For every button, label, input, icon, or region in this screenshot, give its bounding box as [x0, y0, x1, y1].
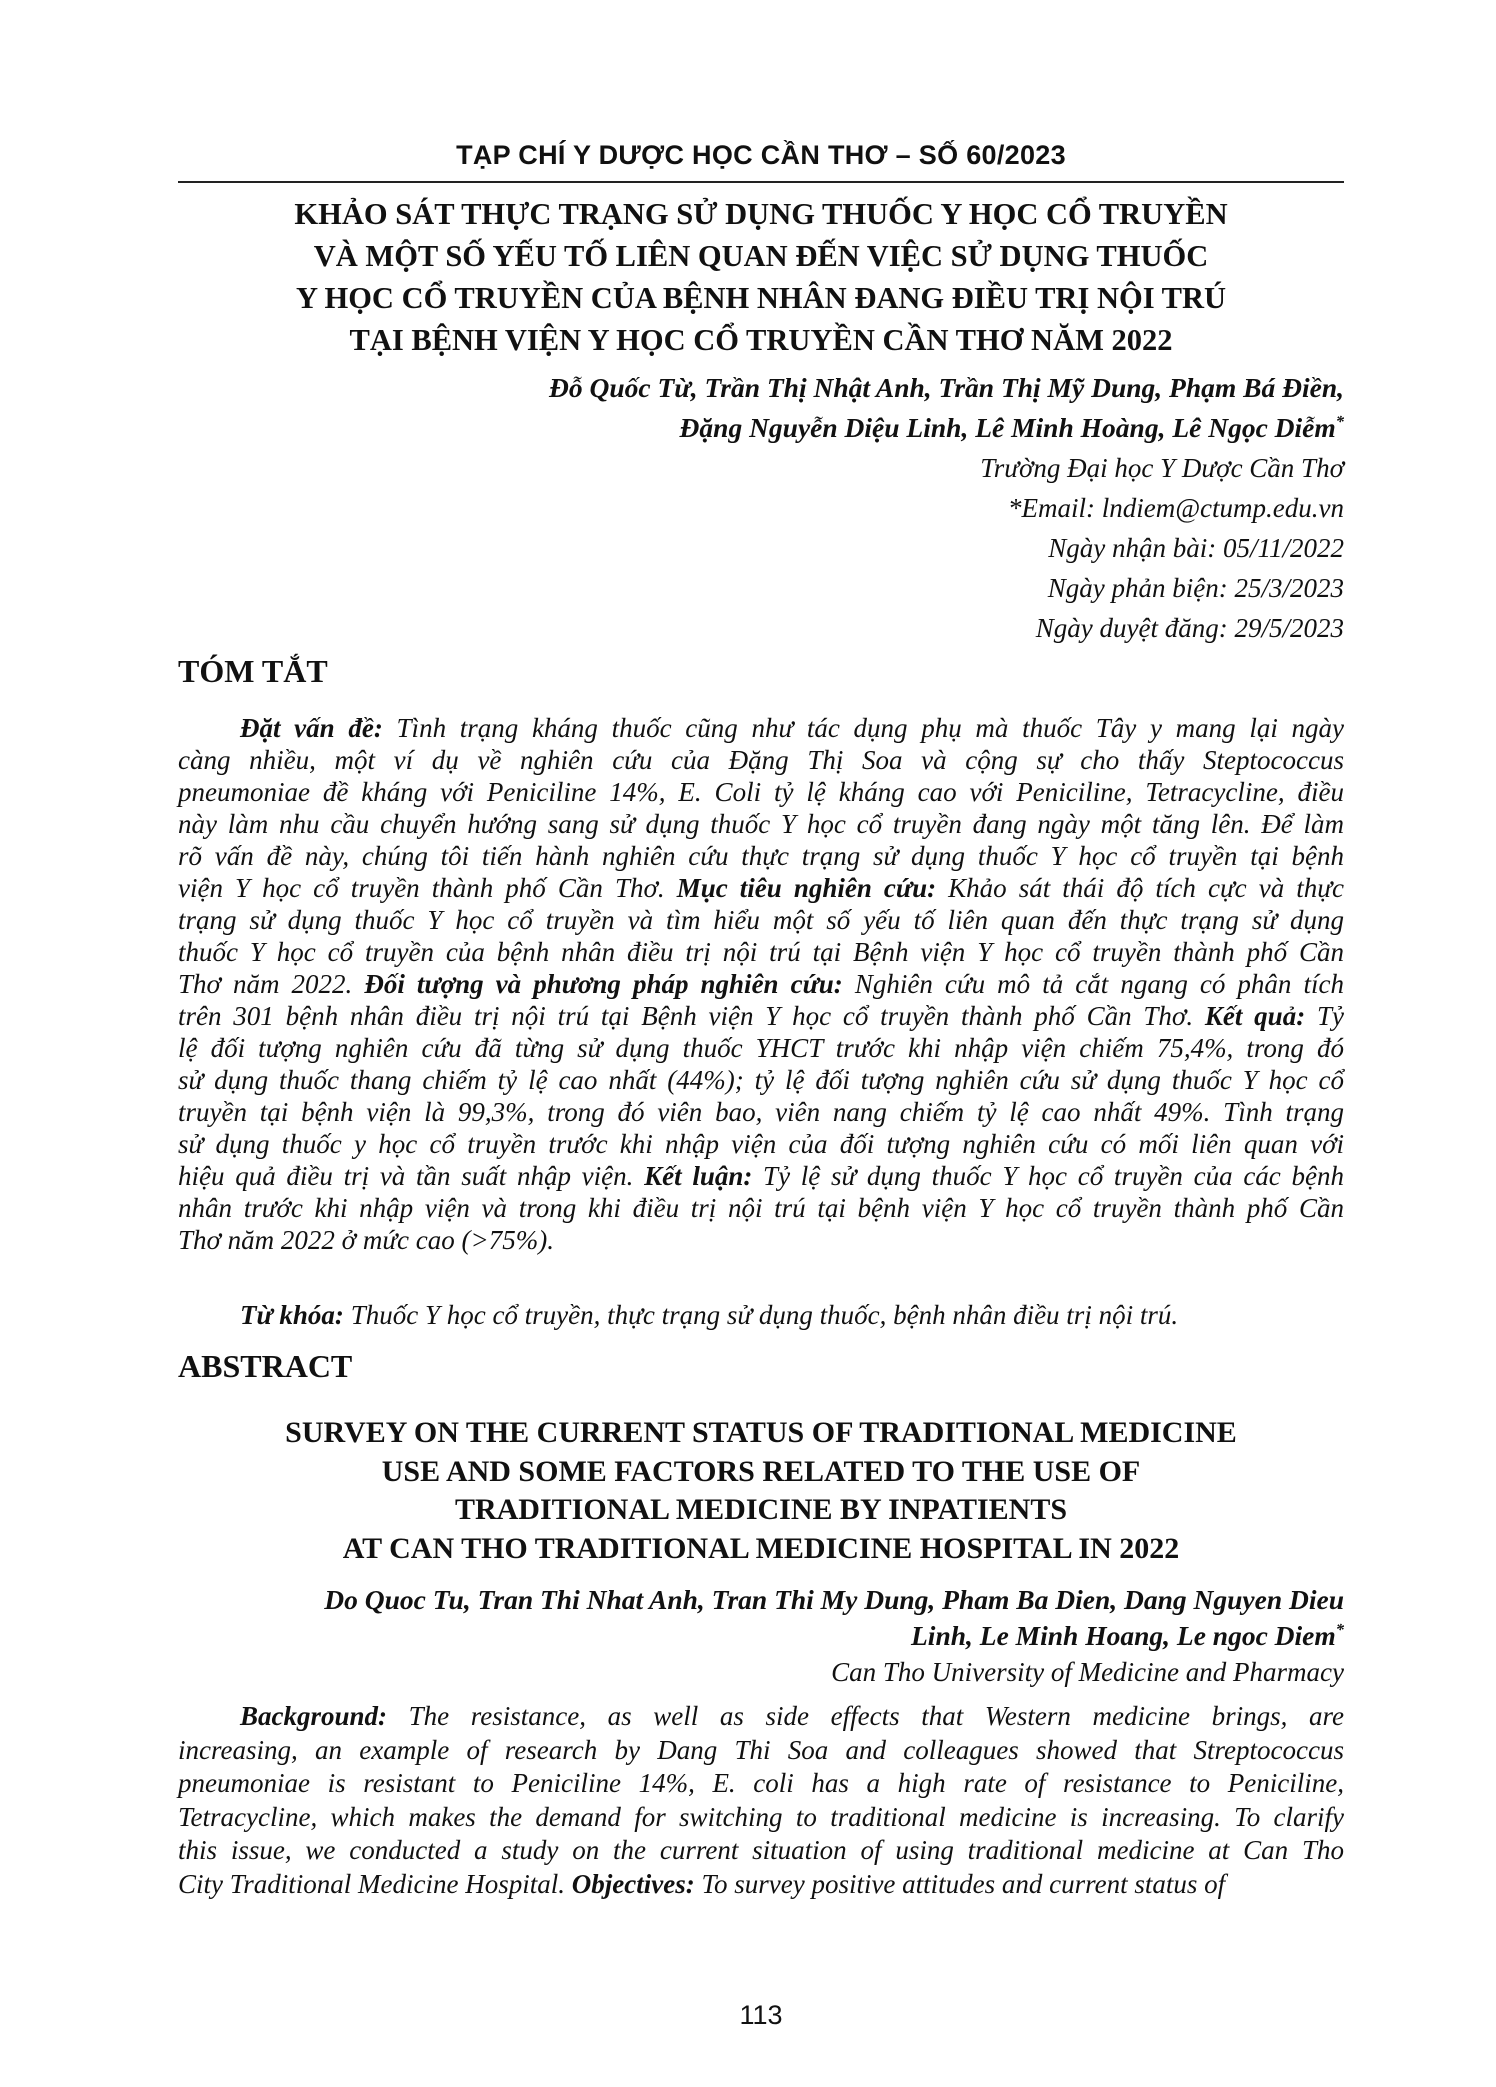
affiliation-english	[244, 1654, 1344, 1690]
authors-vi-line-2-text: Đặng Nguyễn Diệu Linh, Lê Minh Hoàng, Lê Ngọc Diễm	[679, 412, 1336, 443]
line-text: To survey positive attitudes and current status of	[694, 1868, 1226, 1899]
authors-vietnamese	[244, 368, 1344, 448]
line-text: Thơ năm 2022.	[178, 969, 365, 999]
title-vi-line: VÀ MỘT SỐ YẾU TỐ LIÊN QUAN ĐẾN VIỆC SỬ DỤNG THUỐC	[313, 239, 1209, 273]
line-text: hiệu quả điều trị và tần suất nhập viện.	[178, 1161, 645, 1191]
line-text: Tỷ	[1305, 1001, 1344, 1031]
line-text: increasing, an example of research by Dang Thi Soa and colleagues showed that Streptococcus	[178, 1734, 1344, 1765]
abstract-vietnamese	[178, 712, 1344, 1256]
authors-en-line-2-text: Linh, Le Minh Hoang, Le ngoc Diem	[911, 1620, 1336, 1651]
paragraph-line	[178, 1801, 1344, 1835]
paragraph-line	[178, 1834, 1344, 1868]
received-date: Ngày nhận bài: 05/11/2022	[1048, 533, 1344, 563]
paragraph-line	[178, 1160, 1344, 1192]
line-text: thuốc Y học cổ truyền của bệnh nhân điều trị nội trú tại Bệnh viện Y học cổ truyền thành phố Cần	[178, 937, 1344, 967]
keywords-label: Từ khóa:	[240, 1300, 344, 1330]
line-text: Tỷ lệ sử dụng thuốc Y học cổ truyền của các bệnh	[752, 1161, 1344, 1191]
title-vi-line: TẠI BỆNH VIỆN Y HỌC CỔ TRUYỀN CẦN THƠ NĂM 2022	[349, 323, 1173, 357]
authors-vi-line-2	[244, 408, 1344, 448]
line-text: pneumoniae đề kháng với Peniciline 14%, E. Coli tỷ lệ kháng cao với Peniciline, Tetracycline, điều	[178, 777, 1344, 807]
title-en-line: AT CAN THO TRADITIONAL MEDICINE HOSPITAL IN 2022	[342, 1531, 1180, 1565]
line-text: The resistance, as well as side effects that Western medicine brings, are	[387, 1701, 1344, 1731]
corresponding-marker: *	[1335, 411, 1344, 431]
reviewed-date: Ngày phản biện: 25/3/2023	[1047, 573, 1344, 603]
authors-en-line-2	[244, 1618, 1344, 1654]
title-en-line: USE AND SOME FACTORS RELATED TO THE USE OF	[381, 1454, 1141, 1488]
authors-english	[244, 1582, 1344, 1654]
keywords-text: Thuốc Y học cổ truyền, thực trạng sử dụng thuốc, bệnh nhân điều trị nội trú.	[343, 1300, 1179, 1330]
paragraph-line	[178, 1700, 1344, 1734]
journal-header: TẠP CHÍ Y DƯỢC HỌC CẦN THƠ – SỐ 60/2023	[456, 140, 1066, 170]
line-text: sử dụng thuốc y học cổ truyền trước khi nhập viện của đối tượng nghiên cứu có mối liên quan với	[178, 1129, 1344, 1159]
section-heading-abstract: ABSTRACT	[178, 1348, 353, 1384]
lead-in-label: Đặt vấn đề:	[240, 713, 383, 743]
paragraph-line	[178, 936, 1344, 968]
paragraph-line	[178, 808, 1344, 840]
line-text: this issue, we conducted a study on the current situation of using traditional medicine at Can Tho	[178, 1835, 1344, 1865]
line-text: truyền tại bệnh viện là 99,3%, trong đó viên bao, viên nang chiếm tỷ lệ cao nhất 49%. Tình trạng	[178, 1097, 1344, 1127]
line-text: này làm nhu cầu chuyển hướng sang sử dụng thuốc Y học cổ truyền đang ngày một tăng lên. Để làm	[178, 809, 1344, 839]
affiliation-vietnamese	[244, 448, 1344, 648]
authors-vi-line-1: Đỗ Quốc Từ, Trần Thị Nhật Anh, Trần Thị Mỹ Dung, Phạm Bá Điền,	[548, 372, 1344, 403]
header-rule	[178, 181, 1344, 183]
paragraph-line	[178, 904, 1344, 936]
paragraph-line	[178, 744, 1344, 776]
line-text: rõ vấn đề này, chúng tôi tiến hành nghiên cứu thực trạng sử dụng thuốc Y học cổ truyền tại bệnh	[178, 841, 1344, 871]
paragraph-line	[178, 1868, 1344, 1902]
line-text: sử dụng thuốc thang chiếm tỷ lệ cao nhất (44%); tỷ lệ đối tượng nghiên cứu sử dụng thuốc Y học cổ	[178, 1065, 1344, 1095]
line-text: càng nhiều, một ví dụ về nghiên cứu của Đặng Thị Soa và cộng sự cho thấy Steptococcus	[178, 745, 1344, 775]
title-en-line: SURVEY ON THE CURRENT STATUS OF TRADITIONAL MEDICINE	[285, 1416, 1237, 1449]
title-vi-line: Y HỌC CỔ TRUYỀN CỦA BỆNH NHÂN ĐANG ĐIỀU TRỊ NỘI TRÚ	[295, 281, 1227, 315]
line-text: trên 301 bệnh nhân điều trị nội trú tại Bệnh viện Y học cổ truyền thành phố Cần Thơ.	[178, 1001, 1205, 1031]
abstract-english	[178, 1700, 1344, 1901]
title-vietnamese	[178, 193, 1344, 361]
line-text: Thơ năm 2022 ở mức cao (>75%).	[178, 1225, 554, 1255]
corresponding-marker: *	[1335, 1619, 1344, 1639]
line-text: lệ đối tượng nghiên cứu đã từng sử dụng thuốc YHCT trước khi nhập viện chiếm 75,4%, trong đó	[178, 1033, 1344, 1063]
line-text: pneumoniae is resistant to Peniciline 14%, E. coli has a high rate of resistance to Peniciline,	[178, 1768, 1344, 1798]
paragraph-line	[178, 1032, 1344, 1064]
keywords-vietnamese	[178, 1300, 1406, 1331]
line-text: Nghiên cứu mô tả cắt ngang có phân tích	[842, 969, 1344, 999]
paragraph-line	[178, 712, 1344, 744]
section-heading-tomtat: TÓM TẮT	[178, 653, 328, 689]
lead-in-label: Đối tượng và phương pháp nghiên cứu:	[364, 969, 843, 999]
lead-in-label: Objectives:	[571, 1868, 695, 1899]
line-text: trạng sử dụng thuốc Y học cổ truyền và tìm hiểu một số yếu tố liên quan đến thực trạng sử dụng	[178, 905, 1344, 935]
authors-en-line-1: Do Quoc Tu, Tran Thi Nhat Anh, Tran Thi My Dung, Pham Ba Dien, Dang Nguyen Dieu	[324, 1584, 1344, 1615]
paragraph-line	[178, 1000, 1344, 1032]
paragraph-line	[178, 840, 1344, 872]
paragraph-line	[178, 968, 1344, 1000]
line-text: Khảo sát thái độ tích cực và thực	[936, 873, 1344, 903]
line-text: City Traditional Medicine Hospital.	[178, 1868, 572, 1899]
paragraph-line	[178, 1128, 1344, 1160]
paragraph-line	[178, 1096, 1344, 1128]
accepted-date: Ngày duyệt đăng: 29/5/2023	[1035, 613, 1344, 643]
paragraph-line	[178, 1224, 1344, 1256]
lead-in-label: Kết quả:	[1204, 1001, 1306, 1031]
paragraph-line	[178, 1192, 1344, 1224]
line-text: Tetracycline, which makes the demand for switching to traditional medicine is increasing. To clarify	[178, 1801, 1344, 1832]
paragraph-line	[178, 776, 1344, 808]
paragraph-line	[178, 1064, 1344, 1096]
lead-in-label: Background:	[240, 1701, 388, 1731]
page-number: 113	[739, 2000, 783, 2030]
institution: Trường Đại học Y Dược Cần Thơ	[980, 453, 1344, 483]
line-text: viện Y học cổ truyền thành phố Cần Thơ.	[178, 873, 677, 903]
paragraph-line	[178, 1734, 1344, 1768]
line-text: Tình trạng kháng thuốc cũng như tác dụng phụ mà thuốc Tây y mang lại ngày	[382, 713, 1344, 743]
paragraph-line	[178, 1767, 1344, 1801]
title-english	[178, 1414, 1344, 1568]
title-vi-line: KHẢO SÁT THỰC TRẠNG SỬ DỤNG THUỐC Y HỌC CỔ TRUYỀN	[294, 197, 1228, 231]
paragraph-line	[178, 872, 1344, 904]
line-text: nhân trước khi nhập viện và trong khi điều trị nội trú tại bệnh viện Y học cổ truyền thành phố Cần	[178, 1193, 1344, 1223]
institution-en: Can Tho University of Medicine and Pharmacy	[831, 1657, 1344, 1687]
title-en-line: TRADITIONAL MEDICINE BY INPATIENTS	[454, 1493, 1068, 1526]
lead-in-label: Mục tiêu nghiên cứu:	[676, 873, 937, 903]
email-line: *Email: lndiem@ctump.edu.vn	[1007, 493, 1344, 523]
lead-in-label: Kết luận:	[644, 1161, 753, 1191]
